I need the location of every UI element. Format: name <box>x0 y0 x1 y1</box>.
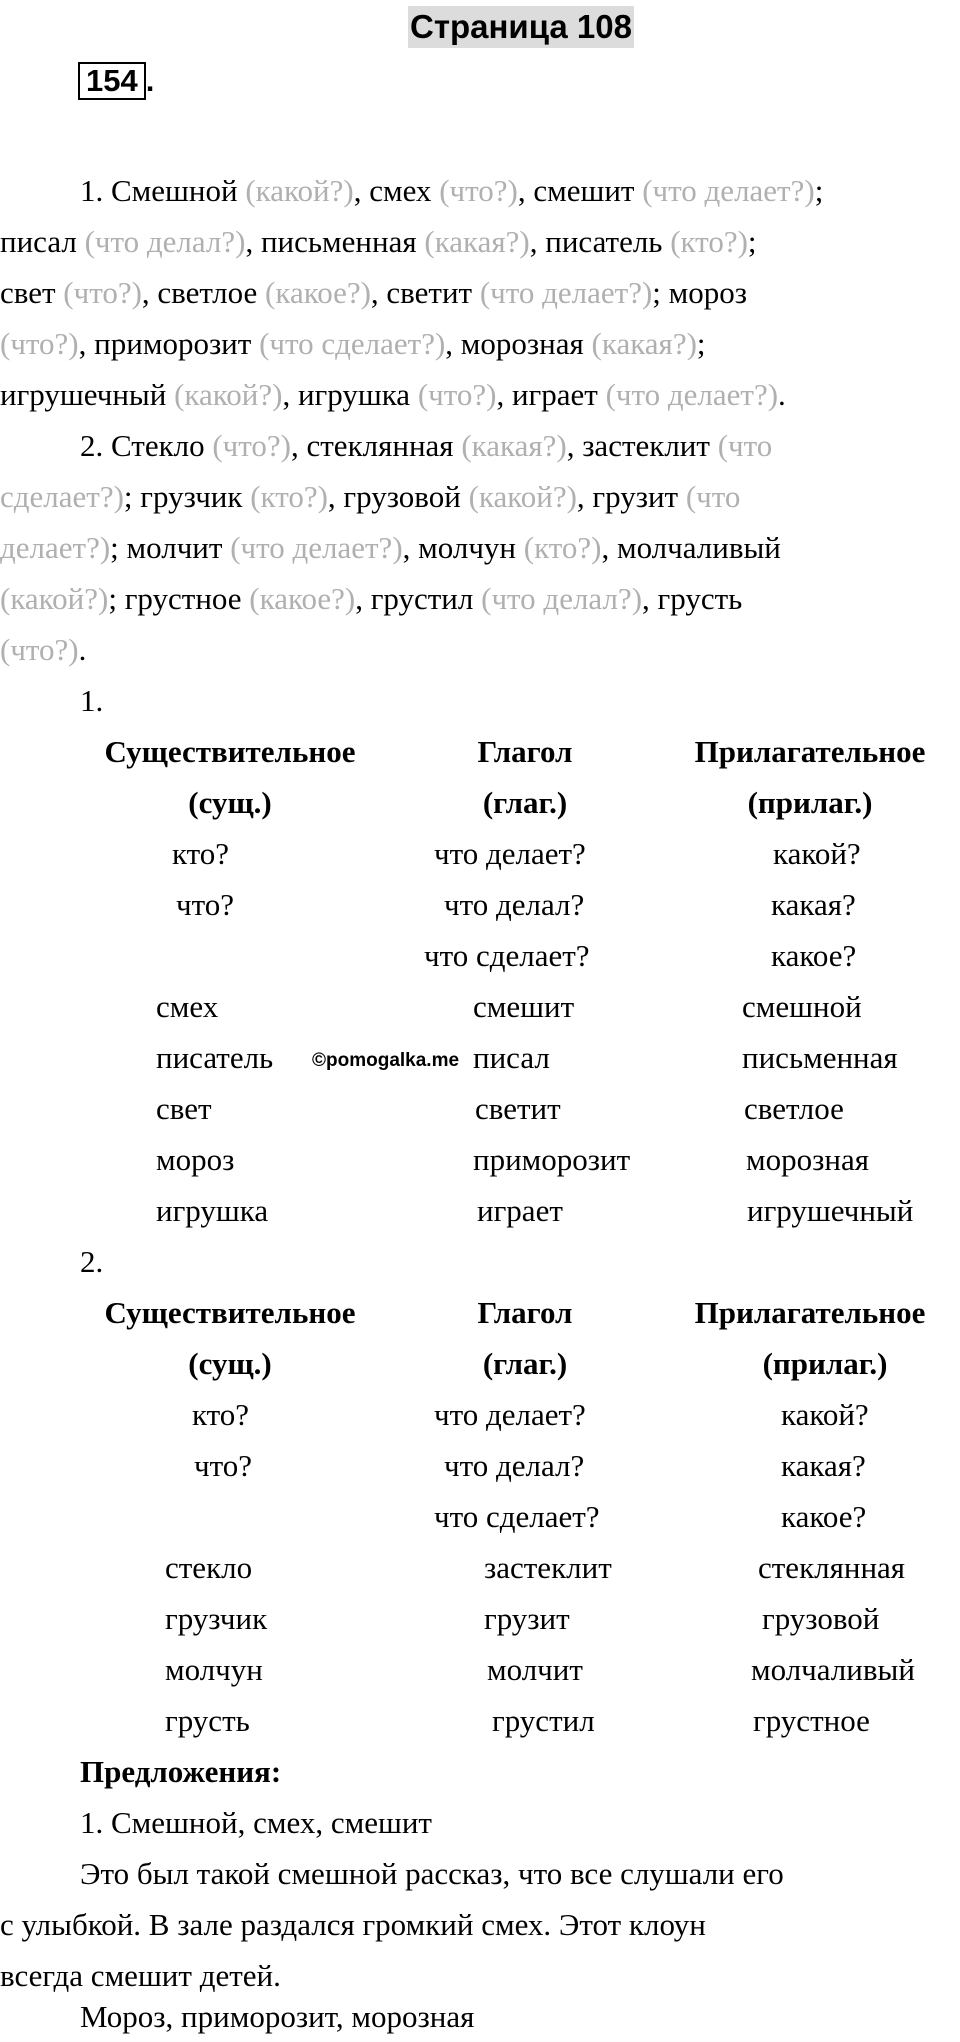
table1-abbr-noun: (сущ.) <box>188 785 272 820</box>
exercise-number-dot: . <box>145 63 155 98</box>
table2-row3-adj: молчаливый <box>751 1652 915 1687</box>
table1-row3-adj: светлое <box>744 1091 844 1126</box>
part1-line-4: (что?), приморозит (что сделает?), морозная (какая?); <box>0 326 706 361</box>
table1-row4-adj: морозная <box>746 1142 869 1177</box>
table1-row5-adj: игрушечный <box>747 1193 914 1228</box>
table1-header-adj: Прилагательное <box>694 734 926 769</box>
table1-q-noun-1: кто? <box>172 836 230 871</box>
table1-q-adj-3: какое? <box>771 938 857 973</box>
table1-row2-verb: писал <box>473 1040 550 1075</box>
table2-q-noun-1: кто? <box>192 1397 250 1432</box>
part1-line-2: писал (что делал?), письменная (какая?), писатель (кто?); <box>0 224 757 259</box>
table2-header-verb: Глагол <box>477 1295 573 1330</box>
table2-row4-adj: грустное <box>753 1703 870 1738</box>
sentences-item2-title: Мороз, приморозит, морозная <box>80 1999 475 2034</box>
table2-row1-noun: стекло <box>165 1550 253 1585</box>
table1-label: 1. <box>80 683 104 718</box>
watermark: ©pomogalka.me <box>312 1050 460 1071</box>
table1-row4-verb: приморозит <box>473 1142 631 1177</box>
table2-row1-adj: стеклянная <box>758 1550 906 1585</box>
table1-row3-verb: светит <box>475 1091 561 1126</box>
part2-line-1: 2. Стекло (что?), стеклянная (какая?), застеклит (что <box>80 428 773 463</box>
table2-header-adj: Прилагательное <box>694 1295 926 1330</box>
part1-line-1: 1. Смешной (какой?), смех (что?), смешит (что делает?); <box>80 173 824 208</box>
table1-q-verb-2: что делал? <box>444 887 585 922</box>
table2-row4-verb: грустил <box>492 1703 595 1738</box>
table1-abbr-verb: (глаг.) <box>482 785 568 820</box>
table2-row4-noun: грусть <box>165 1703 250 1738</box>
table2-header-noun: Существительное <box>104 1295 356 1330</box>
exercise-number-box: 154 <box>78 62 146 100</box>
table2-row1-verb: застеклит <box>484 1550 612 1585</box>
part2-line-3: делает?); молчит (что делает?), молчун (кто?), молчаливый <box>0 530 781 565</box>
table1-q-noun-2: что? <box>176 887 234 922</box>
part2-line-4: (какой?); грустное (какое?), грустил (что делал?), грусть <box>0 581 743 616</box>
table1-row5-verb: играет <box>477 1193 563 1228</box>
table1-row1-verb: смешит <box>473 989 575 1024</box>
sentences-item1-line-2: с улыбкой. В зале раздался громкий смех. Этот клоун <box>0 1907 706 1942</box>
table2-row2-adj: грузовой <box>762 1601 880 1636</box>
table2-q-adj-2: какая? <box>781 1448 866 1483</box>
table1-header-verb: Глагол <box>477 734 573 769</box>
table1-row2-adj: письменная <box>742 1040 898 1075</box>
table1-row4-noun: мороз <box>156 1142 235 1177</box>
table1-row1-adj: смешной <box>742 989 862 1024</box>
table2-row3-verb: молчит <box>487 1652 583 1687</box>
table1-row5-noun: игрушка <box>156 1193 269 1228</box>
table2-q-verb-3: что сделает? <box>434 1499 600 1534</box>
table2-q-adj-3: какое? <box>781 1499 867 1534</box>
table2-abbr-verb: (глаг.) <box>482 1346 568 1381</box>
table2-q-adj-1: какой? <box>781 1397 869 1432</box>
table2-row3-noun: молчун <box>165 1652 263 1687</box>
table1-row2-noun: писатель <box>156 1040 274 1075</box>
table2-q-verb-2: что делал? <box>444 1448 585 1483</box>
part2-line-2: сделает?); грузчик (кто?), грузовой (какой?), грузит (что <box>0 479 741 514</box>
table2-abbr-noun: (сущ.) <box>188 1346 272 1381</box>
sentences-title: Предложения: <box>80 1754 282 1789</box>
table2-abbr-adj: (прилаг.) <box>762 1346 888 1381</box>
page-header: Страница 108 <box>408 6 634 48</box>
table2-row2-verb: грузит <box>484 1601 570 1636</box>
part1-line-3: свет (что?), светлое (какое?), светит (что делает?); мороз <box>0 275 748 310</box>
table1-q-verb-3: что сделает? <box>424 938 590 973</box>
table1-header-noun: Существительное <box>104 734 356 769</box>
table2-row2-noun: грузчик <box>165 1601 268 1636</box>
table1-row1-noun: смех <box>156 989 219 1024</box>
sentences-item1-title: 1. Смешной, смех, смешит <box>80 1805 432 1840</box>
table1-abbr-adj: (прилаг.) <box>747 785 873 820</box>
exercise-number <box>78 62 154 100</box>
table2-q-verb-1: что делает? <box>434 1397 586 1432</box>
part1-line-5: игрушечный (какой?), игрушка (что?), играет (что делает?). <box>0 377 786 412</box>
table2-q-noun-2: что? <box>194 1448 252 1483</box>
table1-q-verb-1: что делает? <box>434 836 586 871</box>
sentences-item1-line-1: Это был такой смешной рассказ, что все слушали его <box>80 1856 784 1891</box>
table1-q-adj-1: какой? <box>773 836 861 871</box>
sentences-item1-line-3: всегда смешит детей. <box>0 1958 281 1993</box>
table1-q-adj-2: какая? <box>771 887 856 922</box>
table2-label: 2. <box>80 1244 104 1279</box>
part2-line-5: (что?). <box>0 632 87 667</box>
table1-row3-noun: свет <box>156 1091 212 1126</box>
